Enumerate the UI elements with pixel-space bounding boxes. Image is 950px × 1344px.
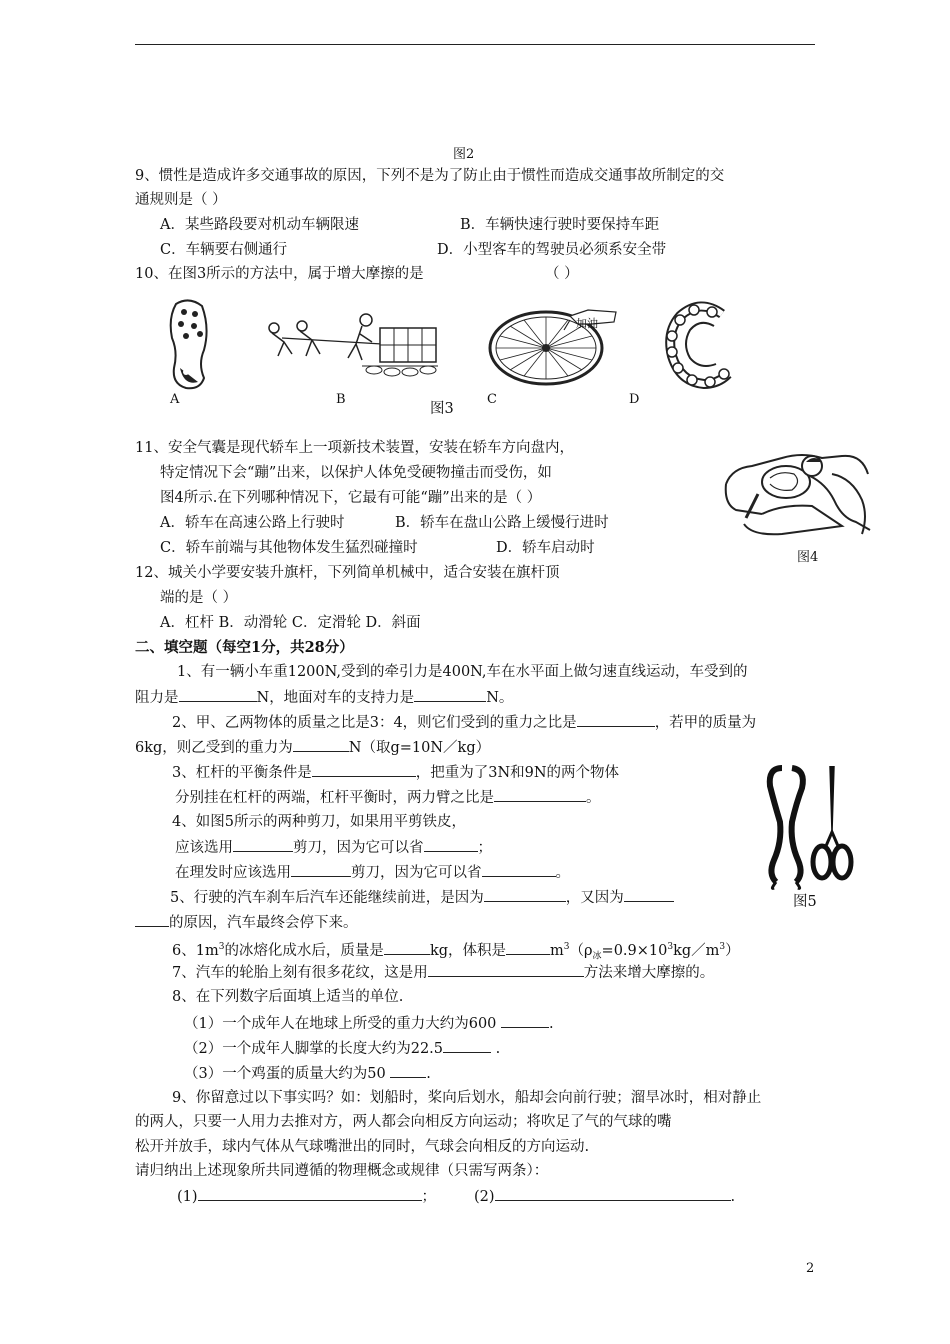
fill-4-line1: 4、如图5所示的两种剪刀，如果用平剪铁皮， [172, 814, 466, 830]
q9-option-d: D．小型客车的驾驶员必须系安全带 [437, 242, 667, 258]
figure-3-label-a: A [170, 392, 180, 407]
fill-3-line1: 3、杠杆的平衡条件是 ，把重为了3N和9N的两个物体 [172, 762, 619, 783]
fill-4-line2: 应该选用 剪刀，因为它可以省 ； [175, 837, 492, 858]
q12-options: A．杠杆 B．动滑轮 C．定滑轮 D．斜面 [160, 615, 421, 631]
fill-5-line1: 5、行驶的汽车刹车后汽车还能继续前进，是因为 ，又因为 [170, 887, 674, 908]
figure-3-label-d: D [629, 392, 640, 407]
fill-4-line3: 在理发时应该选用 剪刀，因为它可以省 。 [175, 862, 570, 883]
header-rule [135, 44, 815, 45]
answer-blank[interactable] [198, 1186, 422, 1201]
workers-pulling-load-illustration [262, 308, 442, 388]
answer-blank[interactable] [135, 912, 169, 927]
fill-9-answer-1: (1) ； [177, 1186, 436, 1207]
answer-blank[interactable] [291, 862, 351, 877]
q9-line2: 通规则是（ ） [135, 192, 227, 208]
answer-blank[interactable] [293, 737, 349, 752]
fill-9-line2: 的两人，只要一人用力去推对方，两人都会向相反方向运动；将吹足了气的气球的嘴 [135, 1114, 672, 1130]
answer-blank[interactable] [390, 1063, 426, 1078]
oil-label: 加油 [576, 317, 598, 330]
section-2-heading: 二、填空题（每空1分，共28分） [135, 639, 354, 656]
answer-blank[interactable] [312, 762, 416, 777]
answer-blank[interactable] [384, 940, 430, 955]
fill-9-line4: 请归纳出上述现象所共同遵循的物理概念或规律（只需写两条）： [135, 1163, 549, 1179]
q11-option-d: D．轿车启动时 [496, 540, 595, 556]
answer-blank[interactable] [484, 887, 566, 902]
q9-line1: 9、惯性是造成许多交通事故的原因，下列不是为了防止由于惯性而造成交通事故所制定的交 [135, 168, 725, 184]
answer-blank[interactable] [424, 837, 478, 852]
fill-8-item3: （3）一个鸡蛋的质量大约为50 . [184, 1063, 431, 1084]
answer-blank[interactable] [624, 887, 674, 902]
fill-1-line2: 阻力是 N，地面对车的支持力是 N。 [135, 687, 513, 708]
q11-line1: 11、安全气囊是现代轿车上一项新技术装置，安装在轿车方向盘内， [135, 440, 574, 456]
answer-blank[interactable] [501, 1013, 549, 1028]
answer-blank[interactable] [179, 687, 257, 702]
q9-option-c: C．车辆要右侧通行 [160, 242, 288, 258]
q9-option-b: B．车辆快速行驶时要保持车距 [460, 217, 660, 233]
figure-3-label-b: B [336, 392, 346, 407]
answer-blank[interactable] [233, 837, 293, 852]
fill-1-line1: 1、有一辆小车重1200N,受到的牵引力是400N,车在水平面上做匀速直线运动，车受到的 [177, 664, 748, 680]
q11-line2: 特定情况下会“蹦”出来，以保护人体免受硬物撞击而受伤，如 [160, 465, 552, 481]
figure-5-caption: 图5 [793, 894, 817, 910]
fill-9-line1: 9、你留意过以下事实吗？如：划船时，桨向后划水，船却会向前行驶；溜旱冰时，相对静止 [172, 1090, 762, 1106]
fill-8-item1: （1）一个成年人在地球上所受的重力大约为600 . [184, 1013, 554, 1034]
fill-2-line2: 6kg，则乙受到的重力为 N（取g=10N／kg） [135, 737, 490, 758]
figure-2-caption: 图2 [453, 147, 475, 162]
fill-2-line1: 2、甲、乙两物体的质量之比是3：4，则它们受到的重力之比是 ，若甲的质量为 [172, 712, 756, 733]
q11-option-b: B．轿车在盘山公路上缓慢行进时 [395, 515, 609, 531]
q12-line1: 12、城关小学要安装升旗杆，下列简单机械中，适合安装在旗杆顶 [135, 565, 560, 581]
answer-blank[interactable] [495, 1186, 731, 1201]
q11-option-a: A．轿车在高速公路上行驶时 [160, 515, 345, 531]
q10-paren: （ ） [545, 266, 579, 282]
q11-line3: 图4所示.在下列哪种情况下，它最有可能“蹦”出来的是（ ） [160, 490, 542, 506]
fill-8-item2: （2）一个成年人脚掌的长度大约为22.5 . [184, 1038, 500, 1059]
q11-option-c: C．轿车前端与其他物体发生猛烈碰撞时 [160, 540, 418, 556]
fill-3-line2: 分别挂在杠杆的两端，杠杆平衡时，两力臂之比是 。 [175, 787, 601, 808]
answer-blank[interactable] [482, 862, 556, 877]
figure-3-caption: 图3 [430, 401, 454, 417]
q12-line2: 端的是（ ） [160, 590, 238, 606]
fill-5-line2: 的原因，汽车最终会停下来。 [135, 912, 358, 933]
answer-blank[interactable] [494, 787, 586, 802]
answer-blank[interactable] [443, 1038, 491, 1053]
answer-blank[interactable] [414, 687, 486, 702]
figure-4-caption: 图4 [797, 550, 819, 565]
figure-3-label-c: C [487, 392, 497, 407]
fill-9-answer-2: (2) . [474, 1186, 735, 1207]
bicycle-wheel-oiling-illustration [488, 302, 618, 390]
shoe-sole-illustration [164, 298, 214, 390]
page-number: 2 [806, 1261, 815, 1276]
fill-6-line: 6、$1m^3$的冰熔化成水后，质量是 kg，体积是 $m^3(\rho_冰=0.9\times 10^3kg/m^3)$ [172, 937, 740, 967]
airbag-illustration [722, 444, 872, 542]
answer-blank[interactable] [577, 712, 655, 727]
fill-8-line1: 8、在下列数字后面填上适当的单位. [172, 989, 404, 1005]
q10-line1: 10、在图3所示的方法中，属于增大摩擦的是 [135, 266, 424, 282]
answer-blank[interactable] [506, 940, 550, 955]
fill-9-line3: 松开并放手，球内气体从气球嘴泄出的同时，气球会向相反的方向运动. [135, 1139, 590, 1155]
ball-bearing-illustration [664, 300, 736, 390]
fill-7-line: 7、汽车的轮胎上刻有很多花纹，这是用 方法来增大摩擦的。 [172, 962, 714, 983]
two-scissors-illustration [762, 762, 856, 892]
answer-blank[interactable] [428, 962, 584, 977]
q9-option-a: A．某些路段要对机动车辆限速 [160, 217, 359, 233]
